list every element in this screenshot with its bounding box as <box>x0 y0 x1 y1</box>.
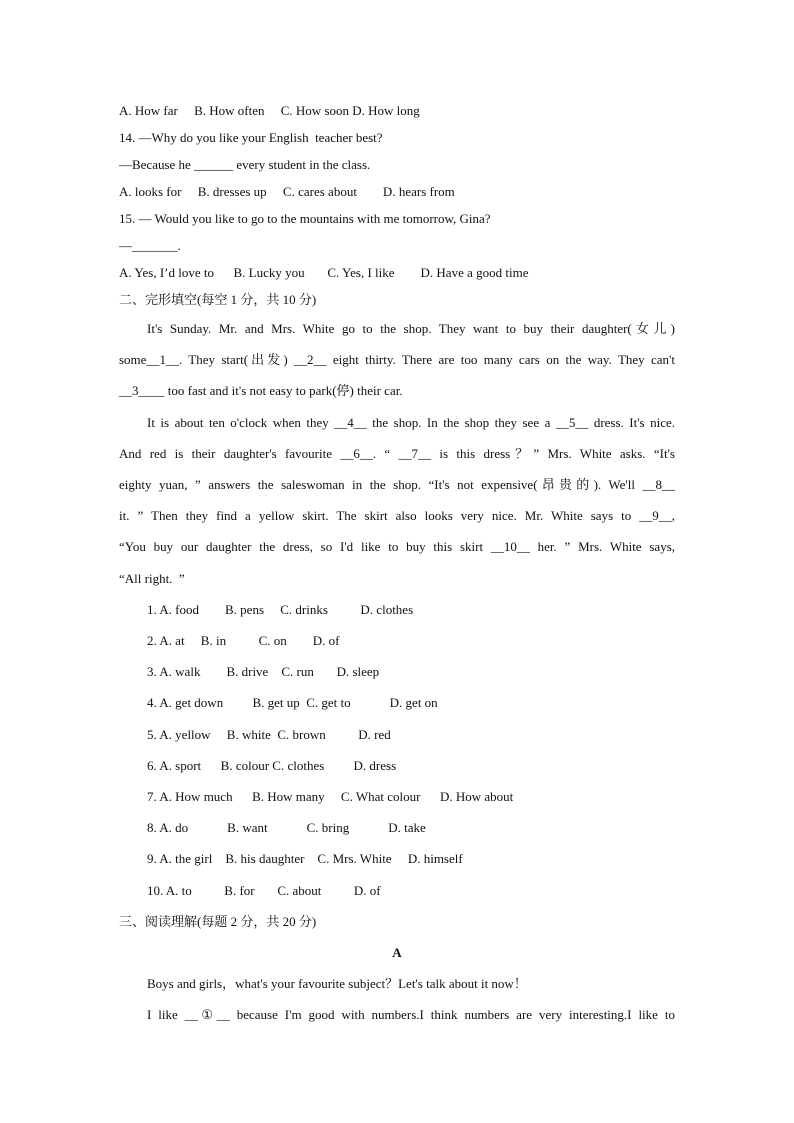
q14-answer: —Because he ______ every student in the class. <box>119 157 371 172</box>
section2-heading: 二、完形填空(每空 1 分，共 10 分) <box>119 292 317 307</box>
q14-question: 14. —Why do you like your English teacher best? <box>119 130 383 145</box>
cloze-para1-line3: __3____ too fast and it's not easy to park(停) their car. <box>119 383 403 398</box>
cloze-option: 2. A. at B. in C. on D. of <box>147 633 340 648</box>
cloze-option: 7. A. How much B. How many C. What colour D. How about <box>147 789 514 804</box>
cloze-option: 10. A. to B. for C. about D. of <box>147 883 381 898</box>
cloze-para2-line2: And red is their daughter's favourite __6__. “ __7__ is this dress？” Mrs. White asks. “It's <box>119 446 675 461</box>
section3-heading: 三、阅读理解(每题 2 分，共 20 分) <box>119 914 317 929</box>
cloze-para2-line6: “All right. ” <box>119 571 185 586</box>
cloze-option: 3. A. walk B. drive C. run D. sleep <box>147 664 380 679</box>
passage-a-line1: Boys and girls，what's your favourite subject？Let's talk about it now！ <box>147 976 527 991</box>
cloze-para2-line5: “You buy our daughter the dress, so I'd like to buy this skirt __10__ her. ” Mrs. White says, <box>119 539 675 554</box>
cloze-para2-line3: eighty yuan, ” answers the saleswoman in the shop. “It's not expensive(昂贵的). We'll __8__ <box>119 477 675 492</box>
cloze-option: 8. A. do B. want C. bring D. take <box>147 820 426 835</box>
q13-options: A. How far B. How often C. How soon D. How long <box>119 103 420 118</box>
cloze-para1-line2: some__1__. They start(出发) __2__ eight thirty. There are too many cars on the way. They can't <box>119 352 675 367</box>
cloze-option: 1. A. food B. pens C. drinks D. clothes <box>147 602 414 617</box>
cloze-option: 6. A. sport B. colour C. clothes D. dress <box>147 758 397 773</box>
q15-question: 15. — Would you like to go to the mountains with me tomorrow, Gina? <box>119 211 491 226</box>
cloze-para2-line4: it. ” Then they find a yellow skirt. The skirt also looks very nice. Mr. White says to __9__, <box>119 508 675 523</box>
cloze-option: 5. A. yellow B. white C. brown D. red <box>147 727 391 742</box>
q14-options: A. looks for B. dresses up C. cares about D. hears from <box>119 184 455 199</box>
cloze-option: 4. A. get down B. get up C. get to D. get on <box>147 695 438 710</box>
cloze-para1-line1: It's Sunday. Mr. and Mrs. White go to the shop. They want to buy their daughter(女儿) <box>147 321 675 336</box>
q15-options: A. Yes, I’d love to B. Lucky you C. Yes, I like D. Have a good time <box>119 265 529 280</box>
cloze-option: 9. A. the girl B. his daughter C. Mrs. White D. himself <box>147 851 463 866</box>
passage-a-label: A <box>392 945 402 960</box>
passage-a-line2: I like __①__ because I'm good with numbers.I think numbers are very interesting.I like to <box>147 1007 675 1022</box>
q15-answer: —_______. <box>119 238 181 253</box>
cloze-para2-line1: It is about ten o'clock when they __4__ the shop. In the shop they see a __5__ dress. It's nice. <box>147 415 675 430</box>
